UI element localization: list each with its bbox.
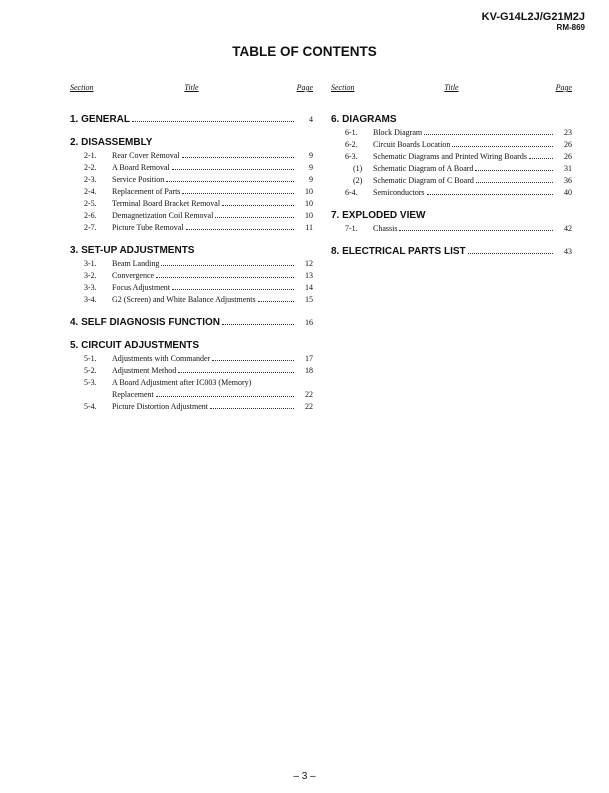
entry-title: Picture Tube Removal <box>112 223 184 232</box>
entry-page: 18 <box>305 366 313 375</box>
toc-chapter <box>70 339 313 413</box>
entry-page: 23 <box>564 128 572 137</box>
page-title: TABLE OF CONTENTS <box>232 44 377 59</box>
entry-title: Terminal Board Bracket Removal <box>112 199 221 208</box>
entry-number: (2) <box>353 176 363 185</box>
header-title: Title <box>184 83 199 92</box>
toc-entry[interactable] <box>70 389 313 401</box>
toc-chapter <box>331 113 572 199</box>
column-headers <box>331 83 572 95</box>
entry-page: 11 <box>305 223 313 232</box>
toc-right-column <box>331 83 572 268</box>
entry-number: 7-1. <box>345 224 358 233</box>
entry-title: Circuit Boards Location <box>373 140 451 149</box>
chapter-heading[interactable] <box>70 113 313 126</box>
entry-number: 2-6. <box>84 211 97 220</box>
header-section: Section <box>331 83 355 92</box>
entry-list <box>331 223 572 235</box>
dot-leader <box>161 265 294 266</box>
entry-title: Schematic Diagram of A Board <box>373 164 474 173</box>
chapter-heading[interactable] <box>70 136 313 149</box>
toc-entry[interactable] <box>331 127 572 139</box>
entry-list <box>70 150 313 234</box>
toc-entry[interactable] <box>70 365 313 377</box>
header-page: Page <box>555 83 572 92</box>
model-number: KV-G14L2J/G21M2J <box>481 11 585 23</box>
entry-page: 36 <box>564 176 572 185</box>
entry-page: 9 <box>309 175 313 184</box>
toc-entry[interactable] <box>331 187 572 199</box>
dot-leader <box>476 182 553 183</box>
entry-page: 42 <box>564 224 572 233</box>
entry-title: A Board Removal <box>112 163 170 172</box>
dot-leader <box>156 277 294 278</box>
dot-leader <box>427 194 553 195</box>
chapter-page: 4 <box>309 115 313 124</box>
toc-chapters <box>331 113 572 258</box>
entry-number: 6-1. <box>345 128 358 137</box>
entry-page: 10 <box>305 187 313 196</box>
model-header <box>482 12 585 32</box>
toc-entry[interactable] <box>70 270 313 282</box>
dot-leader <box>132 121 294 122</box>
toc-entry[interactable] <box>70 401 313 413</box>
chapter-title: 4. SELF DIAGNOSIS FUNCTION <box>70 317 221 328</box>
entry-title: Picture Distortion Adjustment <box>112 402 208 411</box>
entry-number: 5-1. <box>84 354 97 363</box>
dot-leader <box>172 289 294 290</box>
toc-chapter <box>70 316 313 329</box>
dot-leader <box>468 253 553 254</box>
entry-number: 2-5. <box>84 199 97 208</box>
toc-entry[interactable] <box>70 198 313 210</box>
dot-leader <box>222 324 294 325</box>
entry-number: 3-4. <box>84 295 97 304</box>
entry-page: 22 <box>305 402 313 411</box>
model-code: RM-869 <box>556 23 585 32</box>
toc-chapter <box>70 136 313 234</box>
entry-page: 10 <box>305 199 313 208</box>
entry-title: A Board Adjustment after IC003 (Memory) <box>112 378 252 387</box>
toc-entry[interactable] <box>331 139 572 151</box>
entry-title: Rear Cover Removal <box>112 151 180 160</box>
chapter-heading[interactable] <box>70 339 313 352</box>
entry-number: 3-3. <box>84 283 97 292</box>
chapter-heading[interactable] <box>331 245 572 258</box>
chapter-title: 3. SET-UP ADJUSTMENTS <box>70 245 195 256</box>
toc-entry[interactable] <box>70 150 313 162</box>
page-number: – 3 – <box>293 771 316 782</box>
toc-entry[interactable] <box>331 163 572 175</box>
entry-number: 5-2. <box>84 366 97 375</box>
toc-left-column <box>70 83 313 423</box>
dot-leader <box>182 157 294 158</box>
entry-title: Convergence <box>112 271 155 280</box>
entry-title: Replacement of Parts <box>112 187 181 196</box>
entry-page: 22 <box>305 390 313 399</box>
entry-title: Replacement <box>112 390 154 399</box>
entry-page: 12 <box>305 259 313 268</box>
dot-leader <box>215 217 294 218</box>
column-headers <box>70 83 313 95</box>
toc-entry[interactable] <box>70 162 313 174</box>
entry-number: 6-4. <box>345 188 358 197</box>
entry-title: Beam Landing <box>112 259 160 268</box>
dot-leader <box>529 158 553 159</box>
entry-page: 9 <box>309 163 313 172</box>
toc-entry[interactable] <box>70 174 313 186</box>
chapter-title: 7. EXPLODED VIEW <box>331 210 426 221</box>
entry-title: Focus Adjustment <box>112 283 171 292</box>
entry-title: Service Position <box>112 175 165 184</box>
toc-entry[interactable] <box>70 186 313 198</box>
toc-entry[interactable] <box>70 377 313 389</box>
toc-entry[interactable] <box>70 222 313 234</box>
toc-chapter <box>70 244 313 306</box>
entry-title: Chassis <box>373 224 398 233</box>
entry-title: G2 (Screen) and White Balance Adjustments <box>112 295 256 304</box>
chapter-title: 1. GENERAL <box>70 114 131 125</box>
chapter-page: 16 <box>305 318 313 327</box>
toc-chapters <box>70 113 313 413</box>
dot-leader <box>186 229 294 230</box>
toc-entry[interactable] <box>70 353 313 365</box>
toc-entry[interactable] <box>331 151 572 163</box>
entry-list <box>70 353 313 413</box>
dot-leader <box>172 169 294 170</box>
entry-number: 2-2. <box>84 163 97 172</box>
entry-title: Demagnetization Coil Removal <box>112 211 214 220</box>
toc-entry[interactable] <box>70 210 313 222</box>
entry-page: 15 <box>305 295 313 304</box>
chapter-title: 8. ELECTRICAL PARTS LIST <box>331 246 466 257</box>
chapter-heading[interactable] <box>70 316 313 329</box>
entry-page: 9 <box>309 151 313 160</box>
toc-entry[interactable] <box>70 258 313 270</box>
entry-title: Semiconductors <box>373 188 425 197</box>
entry-title: Schematic Diagram of C Board <box>373 176 474 185</box>
toc-entry[interactable] <box>331 175 572 187</box>
toc-entry[interactable] <box>70 282 313 294</box>
entry-number: 2-1. <box>84 151 97 160</box>
dot-leader <box>178 372 294 373</box>
entry-list <box>70 258 313 306</box>
entry-page: 26 <box>564 140 572 149</box>
entry-page: 13 <box>305 271 313 280</box>
entry-number: 3-2. <box>84 271 97 280</box>
entry-number: 2-3. <box>84 175 97 184</box>
chapter-title: 2. DISASSEMBLY <box>70 137 153 148</box>
chapter-title: 6. DIAGRAMS <box>331 114 397 125</box>
entry-number: (1) <box>353 164 363 173</box>
entry-number: 6-2. <box>345 140 358 149</box>
entry-page: 26 <box>564 152 572 161</box>
entry-number: 2-7. <box>84 223 97 232</box>
dot-leader <box>424 134 553 135</box>
header-title: Title <box>444 83 459 92</box>
entry-title: Adjustments with Commander <box>112 354 211 363</box>
entry-number: 6-3. <box>345 152 358 161</box>
toc-chapter <box>331 209 572 235</box>
chapter-heading[interactable] <box>331 113 572 126</box>
chapter-heading[interactable] <box>70 244 313 257</box>
entry-title: Adjustment Method <box>112 366 177 375</box>
dot-leader <box>156 396 294 397</box>
dot-leader <box>212 360 294 361</box>
entry-title: Block Diagram <box>373 128 423 137</box>
header-page: Page <box>296 83 313 92</box>
entry-page: 40 <box>564 188 572 197</box>
toc-entry[interactable] <box>70 294 313 306</box>
entry-list <box>331 127 572 199</box>
entry-page: 17 <box>305 354 313 363</box>
toc-chapter <box>331 245 572 258</box>
entry-number: 3-1. <box>84 259 97 268</box>
chapter-heading[interactable] <box>331 209 572 222</box>
entry-number: 2-4. <box>84 187 97 196</box>
entry-title: Schematic Diagrams and Printed Wiring Boards <box>373 152 527 161</box>
entry-number: 5-3. <box>84 378 97 387</box>
dot-leader <box>399 230 553 231</box>
entry-page: 14 <box>305 283 313 292</box>
dot-leader <box>166 181 294 182</box>
dot-leader <box>452 146 553 147</box>
entry-page: 31 <box>564 164 572 173</box>
chapter-title: 5. CIRCUIT ADJUSTMENTS <box>70 340 200 351</box>
entry-page: 10 <box>305 211 313 220</box>
header-section: Section <box>70 83 94 92</box>
dot-leader <box>222 205 294 206</box>
toc-chapter <box>70 113 313 126</box>
dot-leader <box>210 408 294 409</box>
dot-leader <box>182 193 294 194</box>
chapter-page: 43 <box>564 247 572 256</box>
entry-number: 5-4. <box>84 402 97 411</box>
toc-entry[interactable] <box>331 223 572 235</box>
dot-leader <box>258 301 294 302</box>
dot-leader <box>475 170 553 171</box>
